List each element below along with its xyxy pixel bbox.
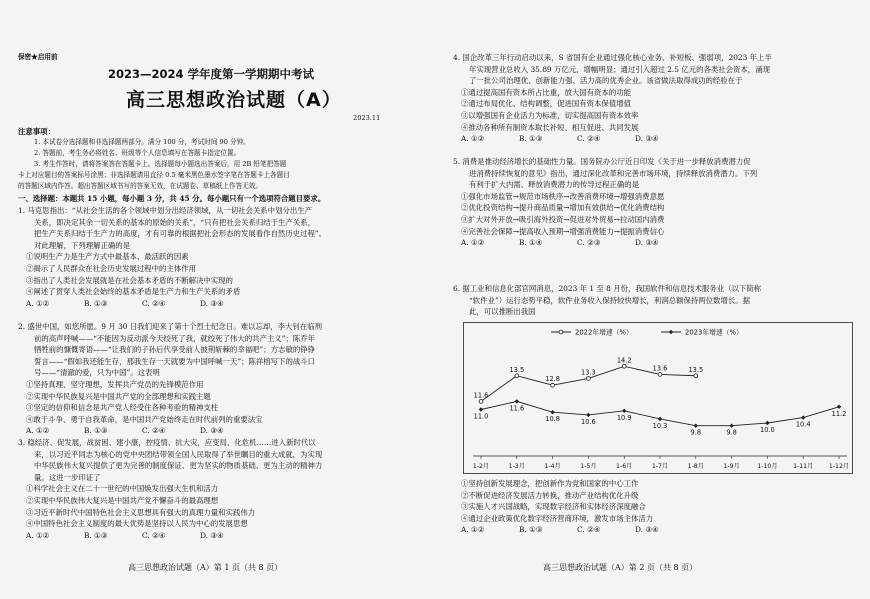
data-point [550,410,554,414]
x-tick-label: 1-5月 [580,463,597,470]
question-text: 5. 消费是推动经济增长的基础性力量。国务院办公厅近日印发《关于进一步释放消费潜力促 [453,157,751,166]
answer-options [18,298,326,310]
option-statement: ③习近平新时代中国特色社会主义思想具有强大的真理力量和实践伟力 [26,507,256,517]
option-statement: ②优化投资结构→提升商品质量→增加有效供给→优化消费结构 [461,203,665,213]
answer-options [453,237,757,249]
page-footer: 高三思想政治试题（A）第 2 页（共 8 页） [543,563,698,572]
option-d: D. ③④ [200,298,224,308]
option-c: C. ②④ [577,525,601,535]
question-3 [18,437,322,541]
legend-marker [559,330,563,334]
x-tick-label: 1-11月 [793,463,814,470]
question-text: 3. 稳经济、促发展，战贫困、建小康，控疫情、抗大灾，应变局、化危机……进入新时代以 [18,438,316,447]
data-point [515,399,519,403]
data-point [515,374,519,378]
option-statement: ①科学社会主义在二十一世纪的中国焕发出强大生机和活力 [26,484,219,494]
question-2 [18,321,322,437]
option-b: B. ①③ [84,530,108,540]
legend-marker [669,330,673,334]
x-tick-label: 1-6月 [616,463,633,470]
legend-label: 2022年增速（%） [575,328,633,337]
data-point [765,421,769,425]
x-tick-label: 1-8月 [687,463,704,470]
data-label: 11.6 [509,404,525,413]
question-text: 有利于扩大内需、释放消费潜力的传导过程正确的是 [469,180,639,190]
option-statement: ②不断促进经济发展活力转换，推动产业结构优化升级 [461,490,639,500]
data-label: 10.6 [581,417,596,426]
question-6-statements [453,478,693,536]
data-point [837,405,841,409]
question-text: 此，可以推断出我国 [469,307,536,317]
option-c: C. ②④ [142,530,166,540]
data-point [586,413,590,417]
notice-line: 的答题区域内作答。超出答题区域书写的答案无效，在试题卷、草稿纸上作答无效。 [18,182,262,190]
data-label: 10.8 [545,415,560,424]
notice-line: 1. 本试卷分选择题和非选择题两部分。满分 100 分，考试时间 90 分钟。 [34,138,250,146]
question-text: 4. 国企改革三年行动启动以来，S 省国有企业通过强化核心业务、补短板、强弱项，2023 年上半 [453,53,772,62]
data-label: 13.6 [652,364,668,373]
data-point [801,415,805,419]
option-d: D. ③④ [635,134,659,144]
option-statement: ③以增强国有企业活力为标准，切实提高国有资本效率 [461,110,639,120]
data-label: 11.2 [831,409,847,418]
option-statement: ③扩大对外开放→吸引海外投资→促进对外贸易→拉动国内消费 [461,214,665,224]
question-6 [453,283,761,318]
chart-axes [473,456,849,470]
answer-options [18,530,322,542]
data-point [479,400,483,404]
data-point [479,407,483,411]
data-label: 11.6 [473,391,489,400]
question-text: 2. 盛世中国，如您所愿。9 月 30 日我们迎来了第十个烈士纪念日。难以忘却，李大钊在临刑 [18,322,323,331]
data-label: 11.0 [473,412,489,421]
legend-label: 2023年增速（%） [685,328,743,337]
subject-title: 高三思想政治试题（A） [126,89,342,111]
data-point [622,409,626,413]
x-tick-label: 1-3月 [508,463,525,470]
question-text: 进消费持续恢复的意见》指出，通过深化改革和完善市场环境，持续释放消费潜力。下列 [469,168,758,178]
option-statement: ④通过企业政策优化数字经济营商环境，激发市场主体活力 [461,513,654,523]
option-statement: ②揭示了人民群众在社会历史发展过程中的主体作用 [26,263,196,273]
question-text: 1. 马克思指出：“从社会生活的各个领域中划分出经济领域，从一切社会关系中划分出生产 [18,206,313,215]
option-d: D. ③④ [635,238,659,248]
answer-options [453,524,693,536]
question-text: 量。这进一步印证了 [34,472,101,482]
option-b: B. ①③ [519,525,543,535]
question-text: 牺牲前的慷慨寄语——“让我们的子孙后代享受前人披荆斩棘的幸福吧”；方志敏的铮铮 [34,345,316,355]
data-point [658,373,662,377]
data-point [729,424,733,428]
question-text: 来，以习近平同志为核心的党中央团结带领全国人民取得了举世瞩目的重大成就，为实现 [34,449,323,459]
question-text: 中华民族伟大复兴提供了更为完善的制度保证、更为坚实的物质基础、更为主动的精神力 [34,461,323,471]
x-tick-label: 1-12月 [828,463,850,470]
data-point [694,424,698,428]
section-heading: 一、选择题：本题共 15 小题，每小题 3 分，共 45 分。每小题只有一个选项符合题目要求。 [18,194,326,203]
question-text: 对此理解，下列理解正确的是 [34,240,131,250]
option-statement: ①坚持创新发展理念，把创新作为党和国家的中心工作 [461,479,639,488]
option-statement: ④敢于斗争、勇于自我革命，是中国共产党始终走在时代前列的重要法宝 [26,414,263,424]
option-statement: ③实施人才兴国战略，实现数字经济和实体经济深度融合 [461,502,646,512]
option-b: B. ①③ [519,134,543,144]
option-a: A. ①② [26,530,50,540]
option-d: D. ③④ [200,426,224,436]
data-label: 10.9 [616,413,632,422]
question-text: 6. 据工业和信息化部官网消息，2023 年 1 至 8 月份，我国软件和信息技术服务业（以下简称 [453,284,762,293]
option-a: A. ①② [461,134,485,144]
data-label: 9.8 [690,428,702,437]
option-c: C. ②④ [577,134,601,144]
chart-series [474,356,847,436]
growth-line-chart [463,322,853,474]
option-statement: ④完善社会保障→提高收入预期→增强消费能力→提振消费信心 [461,226,665,236]
option-b: B. ①③ [84,426,108,436]
option-d: D. ③④ [635,525,659,535]
data-label: 10.3 [652,421,668,430]
option-c: C. ②④ [142,426,166,436]
data-point [622,364,626,368]
option-statement: ①通过提高国有资本所占比重，放大国有资本的功能 [461,87,631,97]
question-5 [453,156,757,249]
question-text: 号——“清澈的爱，只为中国”。这表明 [34,368,160,378]
question-text: 年实现营业总收入 35.89 万亿元，增幅明显；通过引入超过 2.5 亿元的各类社会资本，涌现 [469,64,770,74]
data-label: 9.8 [726,428,737,437]
data-label: 13.5 [688,365,704,374]
question-text: “软件业”）运行态势平稳，软件业务收入保持较快增长，利润总额保持两位数增长。据 [469,295,751,305]
data-label: 13.3 [581,368,596,377]
option-statement: ①坚持真理、坚守理想、发挥共产党员的先锋模范作用 [26,379,204,389]
question-text: 前的高声呼喊——“不能因为反动派今天绞死了我，就绞死了伟大的共产主义”；陈乔年 [34,333,316,343]
option-c: C. ②④ [142,298,166,308]
option-statement: ②通过布局优化、结构调整，促进国有资本保值增值 [461,99,631,109]
right-page [435,0,870,599]
option-a: A. ①② [461,525,485,535]
data-label: 14.2 [616,356,632,365]
secret-label: 保密★启用前 [18,53,58,61]
data-label: 13.5 [509,365,525,374]
option-statement: ③坚定的信仰和信念是共产党人经受住各种考验的精神支柱 [26,403,219,413]
question-1 [18,205,326,309]
page-footer: 高三思想政治试题（A）第 1 页（共 8 页） [128,563,283,572]
option-statement: ②实现中华民族伟大复兴是中国共产党不懈奋斗的最高理想 [26,495,219,505]
option-statement: ④阐述了贯穿人类社会始终的基本矛盾是生产力和生产关系的矛盾 [26,287,241,297]
notice-line: 卡上对应题目的答案标号涂黑；非选择题请用直径 0.5 毫米黑色墨水签字笔在答题卡上各题目 [18,171,290,179]
exam-date: 2023.11 [353,114,381,122]
option-a: A. ①② [26,426,50,436]
answer-options [453,133,772,145]
x-tick-label: 1-4月 [544,463,561,470]
data-point [694,374,698,378]
answer-options [18,425,322,437]
exam-title: 2023—2024 学年度第一学期期中考试 [108,67,315,81]
option-statement: ④推动各种所有制资本取长补短、相互促进、共同发展 [461,122,639,132]
question-text: 把生产关系归结于生产力的高度，才有可靠的根据把社会形态的发展看作自然历史过程”。 [34,229,327,239]
chart-legend [551,327,743,336]
data-label: 12.8 [545,375,560,384]
data-point [658,417,662,421]
option-b: B. ①③ [84,298,108,308]
notice-heading: 注意事项： [18,127,55,136]
option-a: A. ①② [26,298,50,308]
data-label: 10.4 [795,420,811,429]
data-point [551,383,555,387]
option-d: D. ③④ [200,530,224,540]
option-statement: ①说明生产力是生产方式中最基本、最活跃的因素 [26,252,189,262]
data-label: 10.0 [760,426,775,434]
option-statement: ①强化市场监管→规范市场秩序→改善消费环境→增强消费意愿 [461,191,665,201]
question-text: 了一批公司治理优、创新能力强、活力高的优秀企业。该省做法取得成功的经验在于 [469,76,743,86]
x-tick-label: 1-2月 [472,463,490,470]
option-c: C. ②③ [577,238,601,248]
chart-frame [464,323,853,474]
option-statement: ③指出了人类社会发展就是在社会基本矛盾的不断解决中实现的 [26,275,233,285]
question-text: 关系，即决定其余一切关系的基本的原始的关系”，“只有把社会关系归结于生产关系， [34,217,316,227]
data-point [587,377,591,381]
notice-line: 2. 答题前，考生务必将姓名、班级等个人信息填写在答题卡指定位置。 [34,149,241,157]
x-tick-label: 1-9月 [723,463,740,470]
question-text: 誓言——“假如我还能生存，那我生存一天就要为中国呼喊一天”；陈祥榕写下的战斗口 [34,356,316,366]
x-tick-label: 1-10月 [757,463,778,470]
question-4 [453,52,772,145]
option-statement: ②实现中华民族复兴是中国共产党的全部理想和实践主题 [26,391,211,401]
option-b: B. ①④ [519,238,543,248]
option-statement: ④中国特色社会主义制度的最大优势是坚持以人民为中心的发展思想 [26,519,248,529]
x-tick-label: 1-7月 [651,463,669,470]
option-a: A. ①② [461,238,485,248]
notice-line: 3. 考生作答时，请将答案答在答题卡上。选择题每小题选出答案后，用 2B 铅笔把答题 [34,160,287,168]
